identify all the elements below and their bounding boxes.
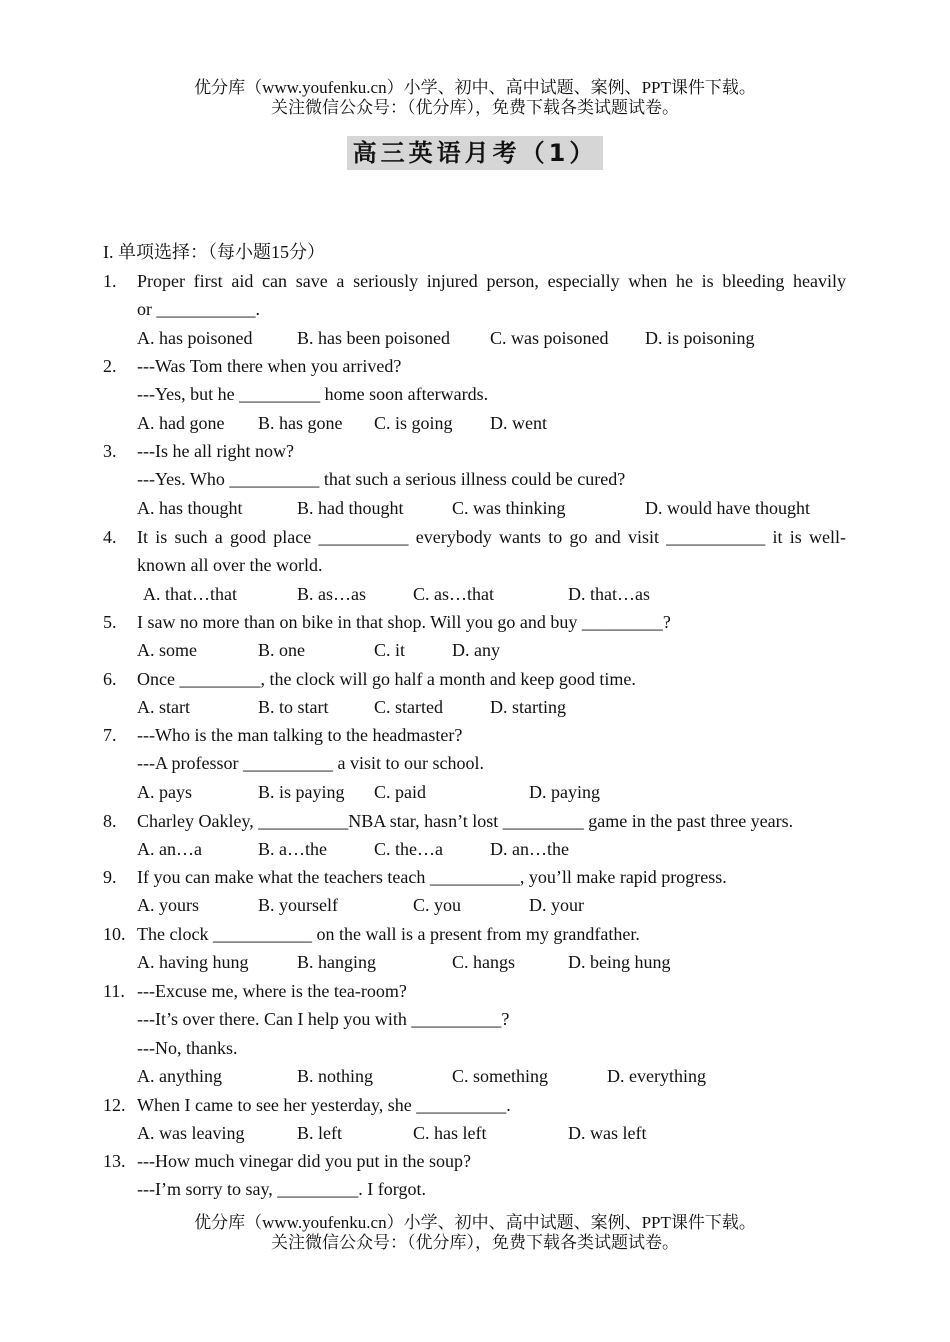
option-row <box>103 1119 846 1147</box>
option-d: D. any <box>452 640 500 661</box>
option-b: B. is paying <box>258 781 345 802</box>
option-c: C. started <box>374 697 443 718</box>
question-text: It is such a good place __________ everybody wants to go and visit ___________ it is well- <box>137 527 846 547</box>
question-number: 7. <box>103 725 117 745</box>
question-line <box>103 465 846 493</box>
question-line <box>103 721 846 749</box>
option-d: D. an…the <box>490 839 569 860</box>
option-a: A. some <box>137 640 197 661</box>
option-b: B. one <box>258 640 305 661</box>
option-d: D. that…as <box>568 583 650 604</box>
option-b: B. left <box>297 1123 342 1144</box>
section-title: I. 单项选择：（每小题15分） <box>103 242 325 262</box>
question-text: ---A professor __________ a visit to our school. <box>137 753 484 774</box>
question-5 <box>103 608 846 665</box>
title-block <box>0 136 950 170</box>
option-row <box>103 693 846 721</box>
option-row <box>103 948 846 976</box>
option-c: C. is going <box>374 412 453 433</box>
option-a: A. was leaving <box>137 1123 245 1144</box>
question-text: ---I’m sorry to say, _________. I forgot. <box>137 1179 426 1200</box>
option-c: C. the…a <box>374 839 443 860</box>
option-c: C. hangs <box>452 952 515 973</box>
question-line <box>103 352 846 380</box>
question-text: The clock ___________ on the wall is a present from my grandfather. <box>137 924 640 944</box>
question-text: Once _________, the clock will go half a month and keep good time. <box>137 669 636 689</box>
question-line <box>103 977 846 1005</box>
option-b: B. nothing <box>297 1066 374 1087</box>
option-b: B. hanging <box>297 952 376 973</box>
option-row <box>103 891 846 919</box>
question-13 <box>103 1147 846 1204</box>
option-row <box>103 835 846 863</box>
option-b: B. a…the <box>258 839 327 860</box>
option-row <box>103 494 846 522</box>
page-header <box>0 78 950 118</box>
question-8 <box>103 807 846 864</box>
question-text: ---Yes. Who __________ that such a serious illness could be cured? <box>137 469 626 490</box>
option-c: C. as…that <box>413 583 494 604</box>
option-d: D. your <box>529 895 584 916</box>
question-line <box>103 1091 846 1119</box>
question-line <box>103 380 846 408</box>
question-1 <box>103 267 846 352</box>
header-line-2: 关注微信公众号：（优分库），免费下载各类试题试卷。 <box>271 98 679 117</box>
question-12 <box>103 1091 846 1148</box>
option-d: D. everything <box>607 1066 706 1087</box>
header-line-1: 优分库（www.youfenku.cn）小学、初中、高中试题、案例、PPT课件下载。 <box>194 78 756 97</box>
question-line <box>103 608 846 636</box>
footer-line-2: 关注微信公众号：（优分库），免费下载各类试题试卷。 <box>271 1233 679 1252</box>
question-number: 9. <box>103 867 117 887</box>
option-c: C. something <box>452 1066 549 1087</box>
question-text: ---Excuse me, where is the tea-room? <box>137 981 407 1001</box>
option-a: A. has poisoned <box>137 327 253 348</box>
question-line <box>103 749 846 777</box>
option-row <box>103 580 846 608</box>
question-number: 1. <box>103 271 117 291</box>
option-d: D. was left <box>568 1123 647 1144</box>
option-d: D. went <box>490 412 547 433</box>
option-d: D. would have thought <box>645 497 810 518</box>
option-a: A. start <box>137 697 190 718</box>
option-b: B. had thought <box>297 497 404 518</box>
question-text: When I came to see her yesterday, she __________. <box>137 1095 511 1115</box>
question-7 <box>103 721 846 806</box>
question-number: 10. <box>103 924 126 944</box>
question-10 <box>103 920 846 977</box>
footer-line-1: 优分库（www.youfenku.cn）小学、初中、高中试题、案例、PPT课件下载。 <box>194 1213 756 1232</box>
question-text: Charley Oakley, __________NBA star, hasn’t lost _________ game in the past three years. <box>137 811 794 831</box>
question-text: known all over the world. <box>137 555 323 576</box>
question-line <box>103 1034 846 1062</box>
question-line <box>103 665 846 693</box>
question-text: or ___________. <box>137 299 260 320</box>
option-row <box>103 636 846 664</box>
question-text: ---Who is the man talking to the headmaster? <box>137 725 463 745</box>
option-c: C. it <box>374 640 406 661</box>
option-b: B. to start <box>258 697 329 718</box>
question-text: ---No, thanks. <box>137 1037 238 1058</box>
question-number: 8. <box>103 811 117 831</box>
question-6 <box>103 665 846 722</box>
question-number: 3. <box>103 441 117 461</box>
option-a: A. has thought <box>137 497 243 518</box>
option-row <box>103 778 846 806</box>
page-footer <box>0 1213 950 1253</box>
question-number: 5. <box>103 612 117 632</box>
option-c: C. was thinking <box>452 497 566 518</box>
option-a: A. pays <box>137 781 192 802</box>
option-row <box>103 409 846 437</box>
question-line <box>103 1175 846 1203</box>
question-line <box>103 267 846 295</box>
option-d: D. is poisoning <box>645 327 755 348</box>
question-text: I saw no more than on bike in that shop. Will you go and buy _________? <box>137 612 671 632</box>
question-4 <box>103 523 846 608</box>
question-line <box>103 1005 846 1033</box>
question-11 <box>103 977 846 1091</box>
option-c: C. paid <box>374 781 426 802</box>
option-b: B. has gone <box>258 412 343 433</box>
question-text: ---Was Tom there when you arrived? <box>137 356 402 376</box>
question-line <box>103 863 846 891</box>
option-d: D. paying <box>529 781 600 802</box>
question-number: 12. <box>103 1095 126 1115</box>
option-c: C. has left <box>413 1123 487 1144</box>
page-title: 高三英语月考（1） <box>347 136 604 170</box>
question-number: 13. <box>103 1151 126 1171</box>
question-line <box>103 807 846 835</box>
option-a: A. having hung <box>137 952 249 973</box>
option-a: A. yours <box>137 895 199 916</box>
option-c: C. was poisoned <box>490 327 609 348</box>
question-2 <box>103 352 846 437</box>
option-a: A. had gone <box>137 412 225 433</box>
question-line <box>103 437 846 465</box>
option-b: B. has been poisoned <box>297 327 450 348</box>
question-number: 11. <box>103 981 125 1001</box>
question-line <box>103 295 846 323</box>
question-9 <box>103 863 846 920</box>
option-b: B. as…as <box>297 583 366 604</box>
question-line <box>103 920 846 948</box>
option-b: B. yourself <box>258 895 338 916</box>
question-line <box>103 1147 846 1175</box>
question-3 <box>103 437 846 522</box>
question-text: If you can make what the teachers teach __________, you’ll make rapid progress. <box>137 867 727 887</box>
question-text: ---Is he all right now? <box>137 441 294 461</box>
option-a: A. anything <box>137 1066 222 1087</box>
option-d: D. starting <box>490 697 566 718</box>
question-text: ---Yes, but he _________ home soon afterwards. <box>137 384 489 405</box>
option-row <box>103 1062 846 1090</box>
option-row <box>103 324 846 352</box>
question-text: ---It’s over there. Can I help you with __________? <box>137 1009 510 1030</box>
question-number: 4. <box>103 527 117 547</box>
option-c: C. you <box>413 895 462 916</box>
option-a: A. an…a <box>137 839 202 860</box>
option-d: D. being hung <box>568 952 671 973</box>
question-line <box>103 523 846 551</box>
question-line <box>103 551 846 579</box>
question-text: Proper first aid can save a seriously injured person, especially when he is bleeding heavily <box>137 271 846 291</box>
question-text: ---How much vinegar did you put in the soup? <box>137 1151 471 1171</box>
question-number: 6. <box>103 669 117 689</box>
option-a: A. that…that <box>143 583 237 604</box>
question-number: 2. <box>103 356 117 376</box>
